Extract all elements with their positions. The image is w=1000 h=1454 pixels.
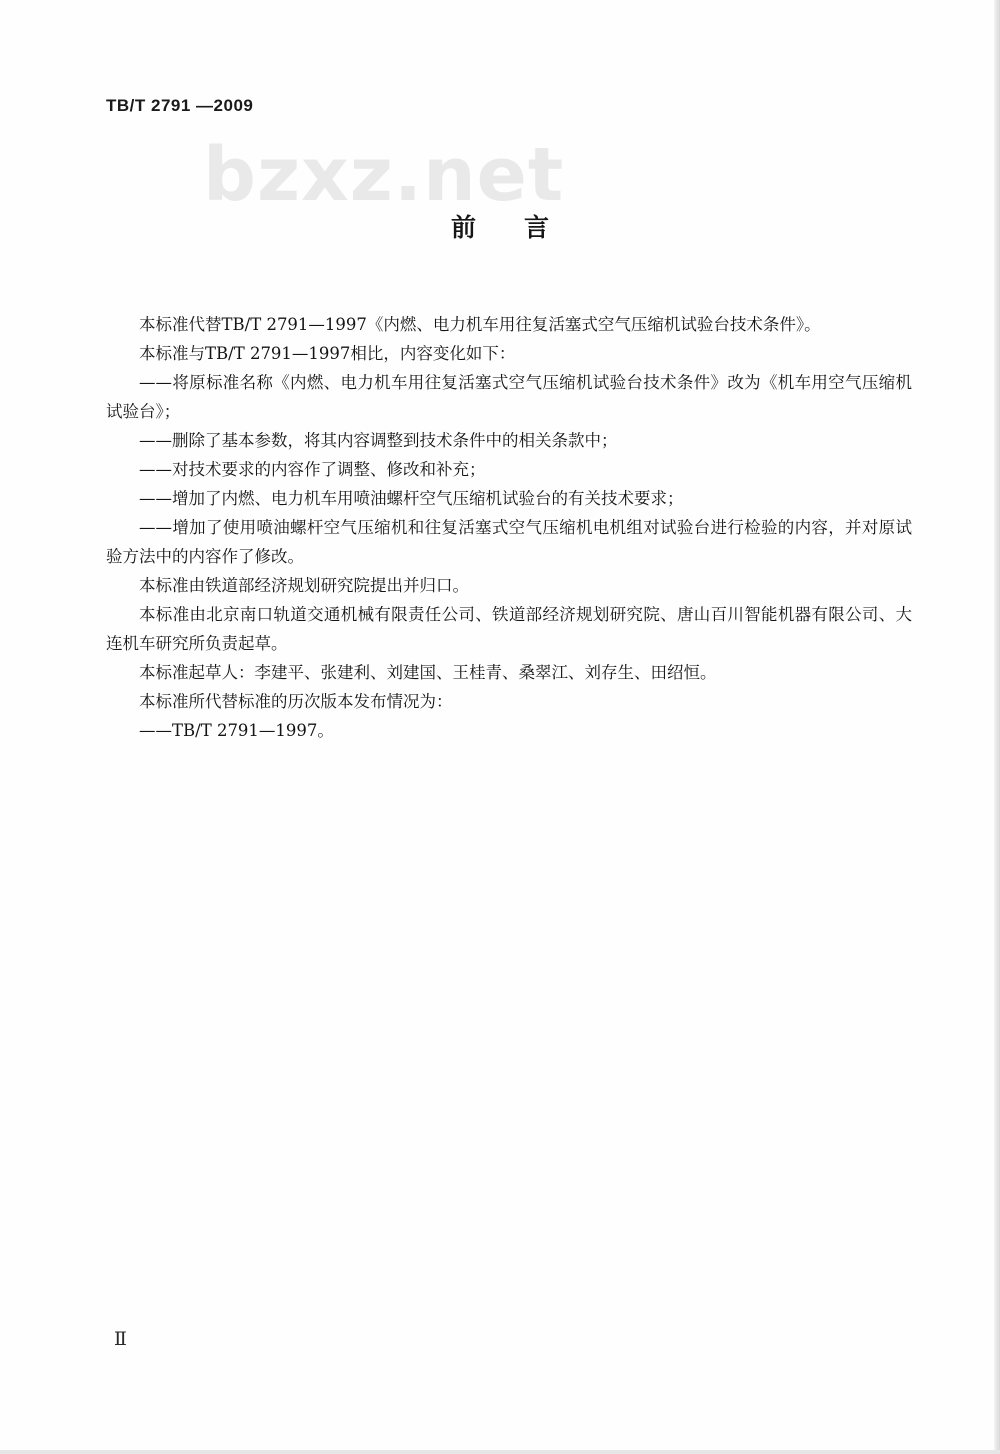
paragraph-drafters: 本标准起草人：李建平、张建利、刘建国、王桂青、桑翠江、刘存生、田绍恒。 [139, 663, 717, 682]
paragraph-drafting-units: 本标准由北京南口轨道交通机械有限责任公司、铁道部经济规划研究院、唐山百川智能机器有限公司、大连机车研究所负责起草。 [106, 605, 912, 653]
standard-code-header: TB/T 2791 —2009 [106, 96, 254, 115]
change-item-rename: ——将原标准名称《内燃、电力机车用往复活塞式空气压缩机试验台技术条件》改为《机车用空气压缩机试验台》； [106, 373, 912, 421]
foreword-body [106, 310, 912, 745]
watermark: bzxz.net [203, 132, 565, 218]
change-item-screw-compressor: ——增加了内燃、电力机车用喷油螺杆空气压缩机试验台的有关技术要求； [139, 489, 684, 508]
page-edge-shadow [994, 0, 1000, 1454]
page-title: 前言 [450, 213, 597, 242]
paragraph-proposer: 本标准由铁道部经济规划研究院提出并归口。 [139, 576, 469, 595]
paragraph-history-intro: 本标准所代替标准的历次版本发布情况为： [139, 692, 453, 711]
page-number: Ⅱ [114, 1328, 127, 1350]
change-item-delete-params: ——删除了基本参数，将其内容调整到技术条件中的相关条款中； [139, 431, 618, 450]
page-bottom-edge [0, 1450, 1000, 1454]
paragraph-replaces: 本标准代替TB/T 2791—1997《内燃、电力机车用往复活塞式空气压缩机试验台技术条件》。 [139, 315, 821, 334]
paragraph-changes-intro: 本标准与TB/T 2791—1997相比，内容变化如下： [139, 344, 516, 363]
change-item-test-method: ——增加了使用喷油螺杆空气压缩机和往复活塞式空气压缩机电机组对试验台进行检验的内容，并对原试验方法中的内容作了修改。 [106, 518, 912, 566]
change-item-tech-requirements: ——对技术要求的内容作了调整、修改和补充； [139, 460, 486, 479]
history-item: ——TB/T 2791—1997。 [139, 721, 334, 740]
